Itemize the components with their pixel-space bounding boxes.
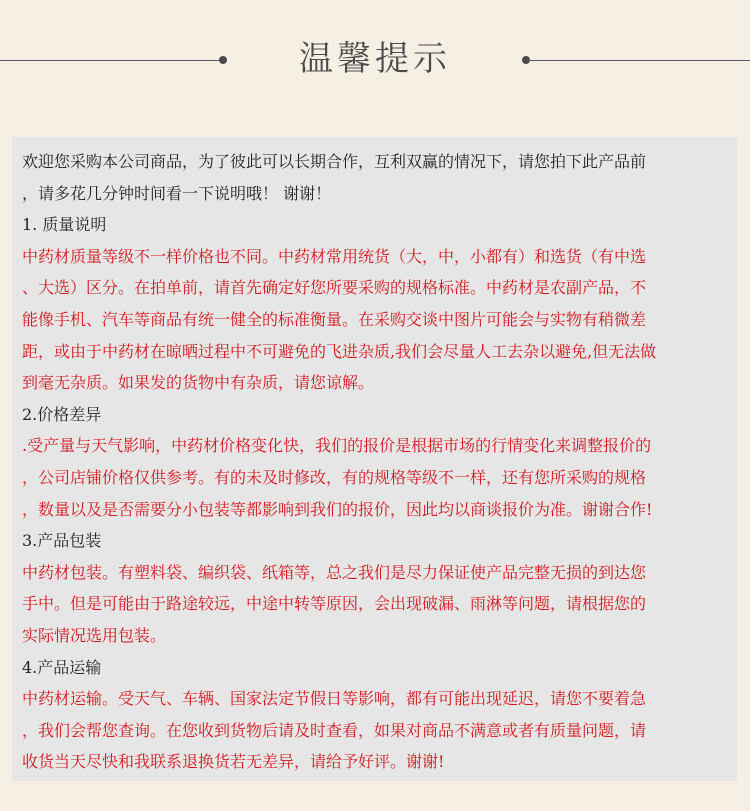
- notice-line: 4.产品运输: [22, 657, 102, 677]
- header-divider-right: [526, 60, 750, 61]
- notice-line: 中药材质量等级不一样价格也不同。中药材常用统货（大，中，小都有）和选货（有中选: [22, 246, 647, 266]
- notice-line: ，请多花几分钟时间看一下说明哦！ 谢谢！: [22, 183, 332, 203]
- notice-line: 欢迎您采购本公司商品，为了彼此可以长期合作，互利双赢的情况下，请您拍下此产品前: [22, 152, 647, 171]
- notice-line: 、大选）区分。在拍单前，请首先确定好您所要采购的规格标准。中药材是农副产品，不: [22, 278, 647, 298]
- notice-line: 距，或由于中药材在晾晒过程中不可避免的飞进杂质,我们会尽量人工去杂以避免,但无法做: [22, 341, 657, 361]
- header-banner: [0, 0, 750, 126]
- notice-line: 实际情况选用包装。: [22, 625, 167, 645]
- notice-line: 1. 质量说明: [22, 215, 107, 235]
- notice-line: 中药材运输。受天气、车辆、国家法定节假日等影响，都有可能出现延迟，请您不要着急: [22, 689, 647, 709]
- notice-line: 到毫无杂质。如果发的货物中有杂质，请您谅解。: [22, 373, 375, 393]
- notice-line: ，公司店铺价格仅供参考。有的未及时修改，有的规格等级不一样，还有您所采购的规格: [22, 467, 647, 487]
- notice-line: .受产量与天气影响，中药材价格变化快，我们的报价是根据市场的行情变化来调整报价的: [22, 436, 652, 456]
- notice-content: [22, 146, 730, 778]
- notice-panel: [12, 137, 737, 781]
- notice-line: 2.价格差异: [22, 404, 102, 424]
- notice-line: 收货当天尽快和我联系退换货若无差异，请给予好评。谢谢!: [22, 752, 445, 772]
- notice-line: ，数量以及是否需要分小包装等都影响到我们的报价，因此均以商谈报价为准。谢谢合作!: [22, 499, 653, 519]
- notice-line: 3.产品包装: [22, 531, 102, 551]
- notice-line: 中药材包装。有塑料袋、编织袋、纸箱等，总之我们是尽力保证使产品完整无损的到达您: [22, 562, 647, 582]
- notice-line: 能像手机、汽车等商品有统一健全的标准衡量。在采购交谈中图片可能会与实物有稍微差: [22, 309, 647, 329]
- page-title: 温馨提示: [299, 39, 451, 79]
- notice-line: 手中。但是可能由于路途较远，中途中转等原因，会出现破漏、雨淋等问题，请根据您的: [22, 594, 647, 614]
- notice-line: ，我们会帮您查询。在您收到货物后请及时查看，如果对商品不满意或者有质量问题，请: [22, 720, 647, 740]
